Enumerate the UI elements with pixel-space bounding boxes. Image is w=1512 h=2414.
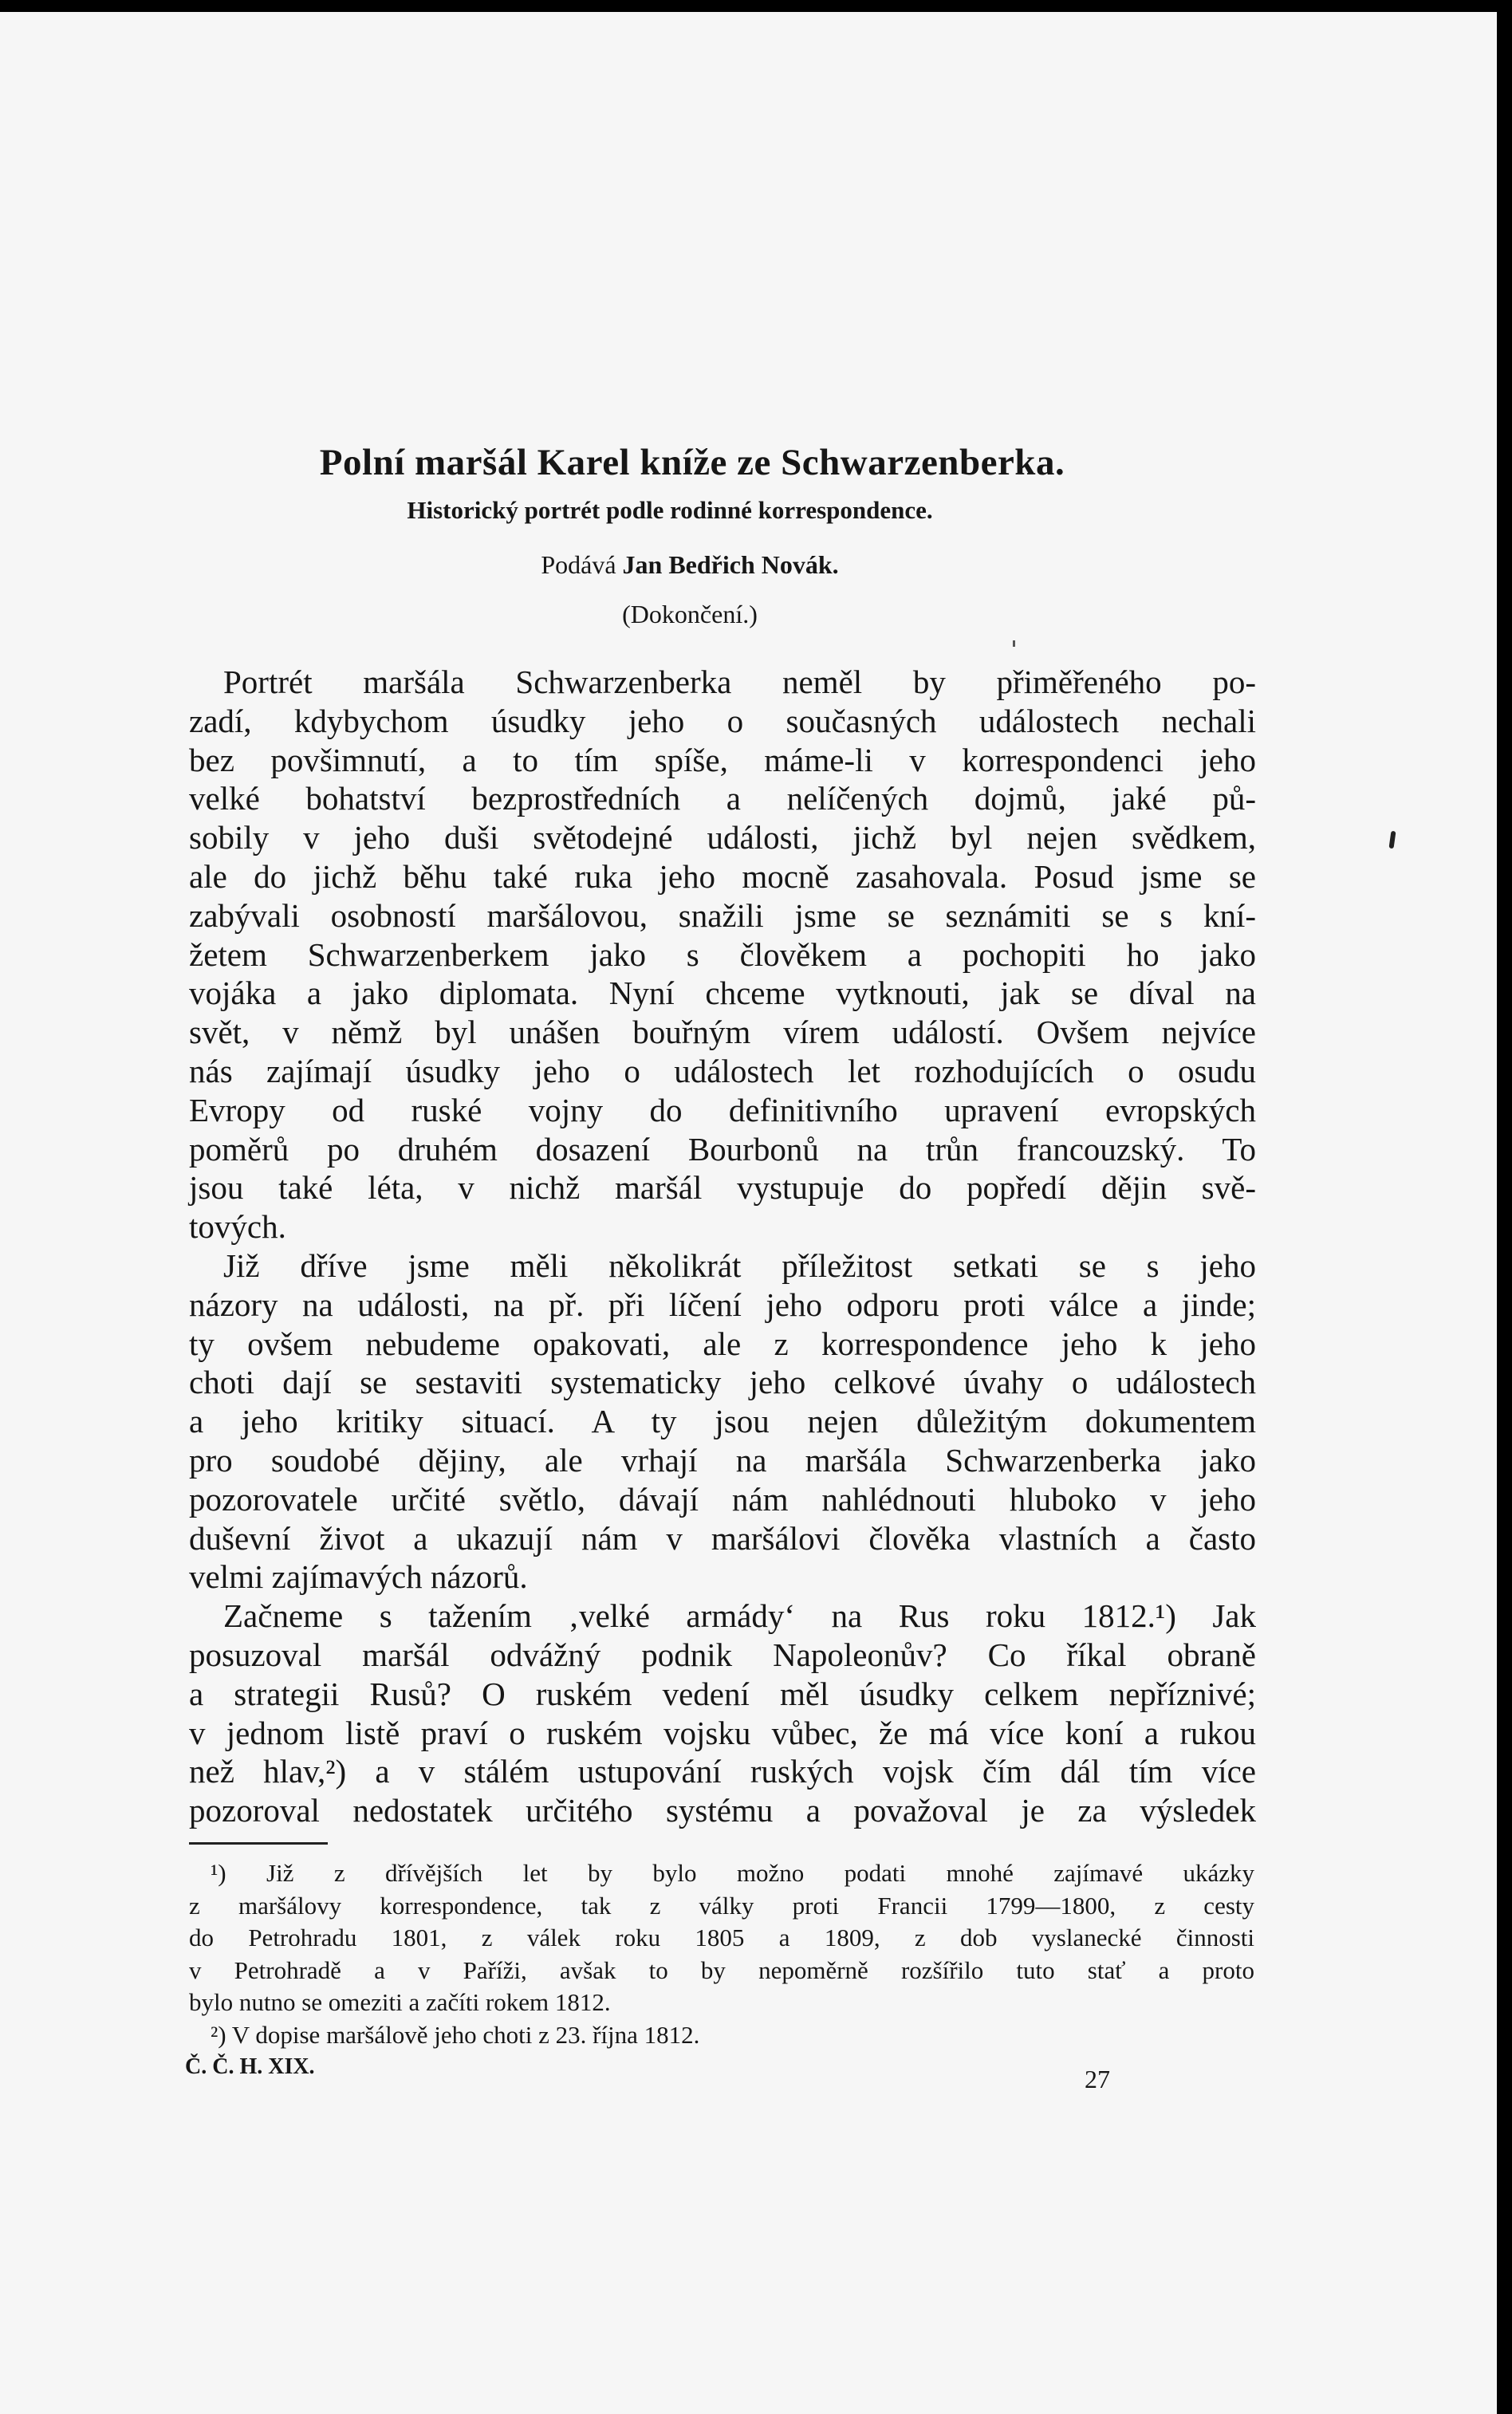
text-line: názory na události, na př. při líčení jeho odporu proti válce a jinde; [189,1286,1256,1323]
text-line: svět, v němž byl unášen bouřným vírem událostí. Ovšem nejvíce [189,1014,1256,1051]
text-line: Portrét maršála Schwarzenberka neměl by přiměřeného po- [223,664,1256,700]
footnote-line: v Petrohradě a v Paříži, avšak to by nepoměrně rozšířilo tuto stať a proto [189,1955,1254,1984]
text-line: zadí, kdybychom úsudky jeho o současných událostech nechali [189,702,1256,739]
page-number: 27 [1085,2065,1110,2093]
footnotes [189,1857,1254,2051]
text-line: Již dříve jsme měli několikrát příležitost setkati se s jeho [223,1246,1256,1284]
article-title: Polní maršál Karel kníže ze Schwarzenberka. [319,442,1065,483]
footnote-rule [189,1842,328,1845]
text-line: vojáka a jako diplomata. Nyní chceme vytknouti, jak se díval na [189,975,1256,1012]
text-line: poměrů po druhém dosazení Bourbonů na trůn francouzský. To [189,1130,1256,1168]
document-page [0,12,1497,2414]
text-line: a jeho kritiky situací. A ty jsou nejen důležitým dokumentem [189,1403,1256,1440]
journal-signature: Č. Č. H. XIX. [185,2054,315,2079]
footnote-line: ²) V dopise maršálově jeho choti z 23. října 1812. [211,2020,700,2049]
text-line: Evropy od ruské vojny do definitivního upravení evropských [189,1091,1256,1128]
text-line: velké bohatství bezprostředních a nelíčených dojmů, jaké pů- [189,780,1256,817]
text-line: nás zajímají úsudky jeho o událostech let rozhodujících o osudu [189,1052,1256,1089]
text-line: než hlav,²) a v stálém ustupování ruských vojsk čím dál tím více [189,1753,1256,1790]
text-line: jsou také léta, v nichž maršál vystupuje do popředí dějin svě- [189,1169,1256,1207]
text-line: bez povšimnutí, a to tím spíše, máme-li v korrespondenci jeho [189,741,1256,778]
scan-speck [1388,831,1396,849]
footnote-line: do Petrohradu 1801, z válek roku 1805 a 1809, z dob vyslanecké činnosti [189,1924,1254,1951]
text-line: zabývali osobností maršálovou, snažili jsme se seznámiti se s kní- [189,896,1256,934]
footnote-line: ¹) Již z dřívějších let by bylo možno podati mnohé zajímavé ukázky [211,1859,1254,1887]
text-line: pozoroval nedostatek určitého systému a považoval je za výsledek [189,1792,1256,1829]
text-line: velmi zajímavých názorů. [189,1558,528,1596]
text-line: a strategii Rusů? O ruském vedení měl úsudky celkem nepříznivé; [189,1675,1256,1712]
text-line: posuzoval maršál odvážný podnik Napoleonův? Co říkal obraně [189,1636,1256,1673]
text-line: pozorovatele určité světlo, dávají nám nahlédnouti hluboko v jeho [189,1480,1256,1518]
text-line: ty ovšem nebudeme opakovati, ale z korrespondence jeho k jeho [189,1325,1256,1362]
text-line: choti dají se sestaviti systematicky jeho celkové úvahy o událostech [189,1364,1256,1401]
text-line: tových. [189,1208,286,1246]
author-name: Jan Bedřich Novák. [622,550,839,579]
text-line: v jednom listě praví o ruském vojsku vůbec, že má více koní a rukou [189,1714,1256,1751]
footnote-line: z maršálovy korrespondence, tak z války proti Francii 1799—1800, z cesty [189,1891,1254,1920]
text-line: žetem Schwarzenberkem jako s člověkem a pochopiti ho jako [189,935,1256,973]
text-line: Začneme s tažením ‚velké armády‘ na Rus roku 1812.¹) Jak [223,1597,1256,1635]
continuation-note: (Dokončení.) [622,600,758,628]
scan-speck [1013,640,1015,647]
author-prefix: Podává [541,550,616,579]
text-line: ale do jichž běhu také ruka jeho mocně zasahovala. Posud jsme se [189,857,1256,895]
body-text [189,663,1256,1830]
text-line: duševní život a ukazují nám v maršálovi člověka vlastních a často [189,1519,1256,1557]
article-subtitle: Historický portrét podle rodinné korrespondence. [407,496,933,524]
article-author [399,550,981,580]
text-line: pro soudobé dějiny, ale vrhají na maršála Schwarzenberka jako [189,1441,1256,1479]
footnote-line: bylo nutno se omeziti a začíti rokem 1812. [189,1988,611,2016]
text-line: sobily v jeho duši světodejné události, jichž byl nejen svědkem, [189,819,1256,857]
